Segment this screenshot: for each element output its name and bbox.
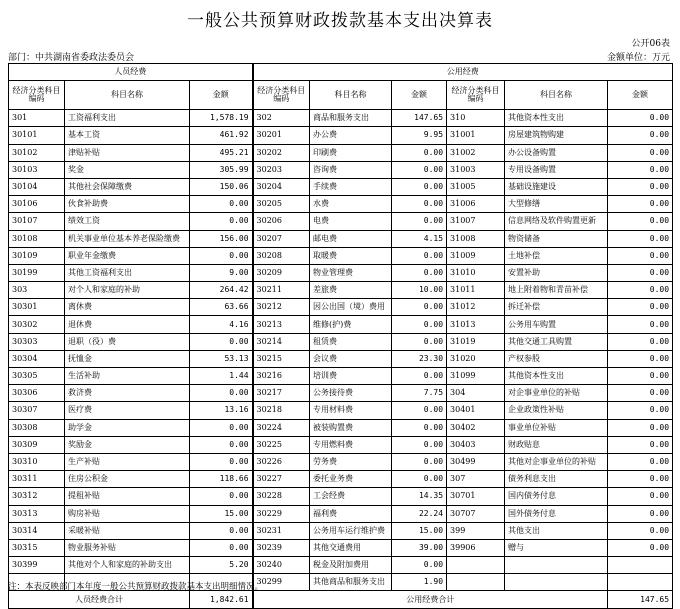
cell-code: 304 (447, 385, 505, 402)
table-row (9, 230, 673, 247)
cell-name: 手续费 (310, 178, 392, 195)
cell-name: 专用材料费 (310, 402, 392, 419)
table-row (9, 419, 673, 436)
cell-amount: 461.92 (190, 127, 253, 144)
department-label: 部门：中共湖南省委政法委员会 (8, 53, 135, 63)
cell-name: 取暖费 (310, 247, 392, 264)
cell-code: 31002 (447, 144, 505, 161)
cell-name: 提租补贴 (65, 488, 190, 505)
public-section-header: 公用经费 (253, 64, 673, 81)
cell-code: 30108 (9, 230, 65, 247)
cell-name: 基本工资 (65, 127, 190, 144)
cell-amount: 0.00 (608, 230, 673, 247)
cell-amount: 0.00 (608, 368, 673, 385)
cell-code: 30402 (447, 419, 505, 436)
cell-code (447, 574, 505, 591)
cell-amount: 0.00 (392, 436, 447, 453)
table-row (9, 453, 673, 470)
cell-code: 30209 (253, 264, 310, 281)
cell-amount: 147.65 (392, 110, 447, 127)
cell-name: 生活补助 (65, 368, 190, 385)
cell-name: 维修(护)费 (310, 316, 392, 333)
cell-code: 31003 (447, 161, 505, 178)
table-row (9, 505, 673, 522)
cell-code: 31012 (447, 299, 505, 316)
cell-amount: 150.06 (190, 178, 253, 195)
cell-name: 住房公积金 (65, 471, 190, 488)
cell-amount: 0.00 (608, 402, 673, 419)
cell-code: 39906 (447, 539, 505, 556)
cell-code: 31001 (447, 127, 505, 144)
cell-amount: 0.00 (190, 522, 253, 539)
table-row (9, 213, 673, 230)
public-total-value: 147.65 (608, 591, 673, 608)
cell-name: 委托业务费 (310, 471, 392, 488)
cell-name: 其他对企事业单位的补贴 (505, 453, 608, 470)
cell-name: 机关事业单位基本养老保险缴费 (65, 230, 190, 247)
cell-code: 30208 (253, 247, 310, 264)
cell-amount: 0.00 (190, 196, 253, 213)
cell-code: 30315 (9, 539, 65, 556)
cell-amount: 0.00 (392, 144, 447, 161)
expenditure-table (8, 63, 673, 609)
cell-amount: 0.00 (392, 368, 447, 385)
table-row (9, 161, 673, 178)
cell-amount: 63.66 (190, 299, 253, 316)
cell-amount: 9.00 (190, 264, 253, 281)
cell-name: 事业单位补贴 (505, 419, 608, 436)
cell-code: 30305 (9, 368, 65, 385)
cell-amount: 53.13 (190, 350, 253, 367)
cell-name: 离休费 (65, 299, 190, 316)
table-row (9, 316, 673, 333)
cell-code: 30206 (253, 213, 310, 230)
cell-amount: 305.99 (190, 161, 253, 178)
cell-amount: 0.00 (608, 127, 673, 144)
cell-code: 31010 (447, 264, 505, 281)
cell-name: 公务用车运行维护费 (310, 522, 392, 539)
cell-amount (608, 557, 673, 574)
cell-amount: 0.00 (608, 264, 673, 281)
table-row (9, 333, 673, 350)
cell-name: 对企事业单位的补贴 (505, 385, 608, 402)
cell-amount: 0.00 (608, 471, 673, 488)
cell-name: 公务用车购置 (505, 316, 608, 333)
cell-amount: 0.00 (608, 453, 673, 470)
cell-code: 31099 (447, 368, 505, 385)
cell-code: 31005 (447, 178, 505, 195)
cell-code: 30310 (9, 453, 65, 470)
cell-code: 30203 (253, 161, 310, 178)
cell-name: 工会经费 (310, 488, 392, 505)
cell-code: 30211 (253, 282, 310, 299)
cell-amount: 0.00 (190, 436, 253, 453)
cell-name (505, 574, 608, 591)
cell-code: 30212 (253, 299, 310, 316)
cell-code: 30217 (253, 385, 310, 402)
cell-code: 30240 (253, 557, 310, 574)
cell-amount: 0.00 (392, 196, 447, 213)
col-header-name: 科目名称 (310, 81, 392, 110)
cell-amount: 15.00 (392, 522, 447, 539)
cell-amount: 14.35 (392, 488, 447, 505)
cell-code: 30101 (9, 127, 65, 144)
cell-code: 30309 (9, 436, 65, 453)
cell-amount: 0.00 (190, 419, 253, 436)
form-number: 公开06表 (631, 39, 670, 49)
cell-name: 信息网络及软件购置更新 (505, 213, 608, 230)
cell-name: 奖金 (65, 161, 190, 178)
cell-name: 物业管理费 (310, 264, 392, 281)
cell-name: 国外债务付息 (505, 505, 608, 522)
cell-code: 30299 (253, 574, 310, 591)
cell-name: 绩效工资 (65, 213, 190, 230)
cell-code: 30228 (253, 488, 310, 505)
cell-code: 30227 (253, 471, 310, 488)
cell-code: 30199 (9, 264, 65, 281)
cell-amount: 0.00 (608, 522, 673, 539)
cell-name: 电费 (310, 213, 392, 230)
cell-amount: 156.00 (190, 230, 253, 247)
cell-name: 其他资本性支出 (505, 368, 608, 385)
cell-name: 财政贴息 (505, 436, 608, 453)
cell-code: 30225 (253, 436, 310, 453)
cell-code: 31013 (447, 316, 505, 333)
cell-amount: 0.00 (392, 161, 447, 178)
cell-amount: 10.00 (392, 282, 447, 299)
cell-amount: 0.00 (608, 350, 673, 367)
cell-amount: 495.21 (190, 144, 253, 161)
cell-code: 30201 (253, 127, 310, 144)
cell-amount: 13.16 (190, 402, 253, 419)
table-row (9, 127, 673, 144)
cell-amount: 1.90 (392, 574, 447, 591)
table-row (9, 385, 673, 402)
table-row (9, 402, 673, 419)
cell-name (505, 557, 608, 574)
cell-name: 物业服务补贴 (65, 539, 190, 556)
cell-amount: 0.00 (608, 488, 673, 505)
cell-name: 办公费 (310, 127, 392, 144)
cell-code: 30307 (9, 402, 65, 419)
cell-code: 30304 (9, 350, 65, 367)
table-row (9, 368, 673, 385)
cell-name: 房屋建筑物购建 (505, 127, 608, 144)
cell-code: 31019 (447, 333, 505, 350)
cell-amount: 0.00 (392, 264, 447, 281)
cell-name: 其他工资福利支出 (65, 264, 190, 281)
table-row (9, 144, 673, 161)
cell-code: 30213 (253, 316, 310, 333)
cell-name: 其他社会保障缴费 (65, 178, 190, 195)
cell-code: 310 (447, 110, 505, 127)
cell-amount: 5.20 (190, 557, 253, 574)
personnel-total-value: 1,842.61 (190, 591, 253, 608)
cell-code: 301 (9, 110, 65, 127)
cell-name: 其他商品和服务支出 (310, 574, 392, 591)
cell-name: 培训费 (310, 368, 392, 385)
cell-name: 物资储备 (505, 230, 608, 247)
cell-amount: 9.95 (392, 127, 447, 144)
cell-amount: 0.00 (392, 453, 447, 470)
cell-name: 医疗费 (65, 402, 190, 419)
table-row (9, 522, 673, 539)
cell-amount: 0.00 (392, 333, 447, 350)
col-header-code: 经济分类科目编码 (9, 81, 65, 110)
cell-name: 救济费 (65, 385, 190, 402)
cell-amount: 0.00 (608, 213, 673, 230)
cell-name: 退职（役）费 (65, 333, 190, 350)
cell-name: 邮电费 (310, 230, 392, 247)
cell-name: 购房补贴 (65, 505, 190, 522)
cell-name: 税金及附加费用 (310, 557, 392, 574)
cell-amount: 0.00 (608, 282, 673, 299)
cell-name: 劳务费 (310, 453, 392, 470)
cell-amount: 15.00 (190, 505, 253, 522)
cell-name: 其他交通工具购置 (505, 333, 608, 350)
cell-name: 奖励金 (65, 436, 190, 453)
cell-amount: 0.00 (190, 213, 253, 230)
table-row (9, 247, 673, 264)
cell-amount: 0.00 (608, 385, 673, 402)
table-row (9, 282, 673, 299)
cell-name: 国内债务付息 (505, 488, 608, 505)
col-header-name: 科目名称 (65, 81, 190, 110)
cell-code: 31008 (447, 230, 505, 247)
cell-code: 30399 (9, 557, 65, 574)
cell-code: 30401 (447, 402, 505, 419)
table-row (9, 488, 673, 505)
table-row (9, 299, 673, 316)
cell-code: 30104 (9, 178, 65, 195)
cell-code: 30403 (447, 436, 505, 453)
cell-amount: 0.00 (608, 196, 673, 213)
cell-amount: 0.00 (190, 453, 253, 470)
cell-code: 30103 (9, 161, 65, 178)
cell-code: 30306 (9, 385, 65, 402)
cell-name: 赠与 (505, 539, 608, 556)
cell-code: 30314 (9, 522, 65, 539)
cell-name: 会议费 (310, 350, 392, 367)
cell-code: 30229 (253, 505, 310, 522)
cell-name: 咨询费 (310, 161, 392, 178)
cell-code: 31011 (447, 282, 505, 299)
table-row (9, 436, 673, 453)
cell-code: 30301 (9, 299, 65, 316)
cell-amount: 0.00 (190, 539, 253, 556)
cell-code: 30499 (447, 453, 505, 470)
cell-name: 土地补偿 (505, 247, 608, 264)
cell-amount: 0.00 (190, 385, 253, 402)
cell-code: 30239 (253, 539, 310, 556)
cell-amount: 0.00 (392, 419, 447, 436)
cell-amount: 0.00 (392, 247, 447, 264)
cell-code: 30207 (253, 230, 310, 247)
cell-amount: 1,578.19 (190, 110, 253, 127)
cell-amount: 7.75 (392, 385, 447, 402)
table-row (9, 539, 673, 556)
cell-name: 专用燃料费 (310, 436, 392, 453)
cell-name: 退休费 (65, 316, 190, 333)
cell-code: 30205 (253, 196, 310, 213)
table-row (9, 557, 673, 574)
cell-name: 因公出国（境）费用 (310, 299, 392, 316)
table-row (9, 471, 673, 488)
cell-name: 企业政策性补贴 (505, 402, 608, 419)
cell-amount: 0.00 (190, 488, 253, 505)
table-row (9, 350, 673, 367)
cell-code: 30106 (9, 196, 65, 213)
cell-name: 差旅费 (310, 282, 392, 299)
cell-code: 30312 (9, 488, 65, 505)
cell-amount: 0.00 (608, 316, 673, 333)
cell-code: 399 (447, 522, 505, 539)
table-note: 注：本表反映部门本年度一般公共预算财政拨款基本支出明细情况。 (8, 582, 264, 592)
cell-amount: 0.00 (392, 299, 447, 316)
cell-amount: 0.00 (608, 419, 673, 436)
cell-name: 债务利息支出 (505, 471, 608, 488)
cell-amount: 0.00 (608, 178, 673, 195)
table-row (9, 110, 673, 127)
cell-code: 31006 (447, 196, 505, 213)
cell-name: 产权参股 (505, 350, 608, 367)
cell-amount: 0.00 (608, 333, 673, 350)
cell-code: 30102 (9, 144, 65, 161)
cell-code: 30701 (447, 488, 505, 505)
cell-amount: 264.42 (190, 282, 253, 299)
cell-name: 被装购置费 (310, 419, 392, 436)
cell-code: 30202 (253, 144, 310, 161)
cell-name: 伙食补助费 (65, 196, 190, 213)
cell-code: 30311 (9, 471, 65, 488)
column-header-row (9, 81, 673, 110)
cell-name: 地上附着物和青苗补偿 (505, 282, 608, 299)
cell-name: 其他对个人和家庭的补助支出 (65, 557, 190, 574)
cell-amount: 0.00 (392, 213, 447, 230)
cell-amount: 0.00 (608, 539, 673, 556)
cell-name: 专用设备购置 (505, 161, 608, 178)
cell-code: 30216 (253, 368, 310, 385)
cell-code: 302 (253, 110, 310, 127)
cell-amount: 0.00 (608, 436, 673, 453)
cell-name: 大型修缮 (505, 196, 608, 213)
cell-code: 31009 (447, 247, 505, 264)
cell-name: 水费 (310, 196, 392, 213)
cell-name: 对个人和家庭的补助 (65, 282, 190, 299)
cell-name: 采暖补贴 (65, 522, 190, 539)
cell-amount: 0.00 (392, 402, 447, 419)
cell-code: 30707 (447, 505, 505, 522)
col-header-code: 经济分类科目编码 (447, 81, 505, 110)
cell-code (447, 557, 505, 574)
table-row (9, 178, 673, 195)
amount-unit-label: 金额单位：万元 (606, 53, 670, 63)
cell-amount (608, 574, 673, 591)
cell-name: 公务接待费 (310, 385, 392, 402)
cell-amount: 39.00 (392, 539, 447, 556)
cell-name: 抚恤金 (65, 350, 190, 367)
col-header-amount: 金额 (392, 81, 447, 110)
public-total-label: 公用经费合计 (253, 591, 608, 608)
cell-amount: 0.00 (392, 557, 447, 574)
cell-amount: 22.24 (392, 505, 447, 522)
cell-amount: 0.00 (608, 144, 673, 161)
report-title: 一般公共预算财政拨款基本支出决算表 (187, 11, 493, 31)
cell-name: 津贴补贴 (65, 144, 190, 161)
col-header-amount: 金额 (608, 81, 673, 110)
cell-code: 30303 (9, 333, 65, 350)
cell-name: 职业年金缴费 (65, 247, 190, 264)
table-row (9, 264, 673, 281)
cell-code: 30226 (253, 453, 310, 470)
cell-code: 30215 (253, 350, 310, 367)
personnel-section-header: 人员经费 (9, 64, 253, 81)
col-header-amount: 金额 (190, 81, 253, 110)
cell-code: 30214 (253, 333, 310, 350)
cell-code: 303 (9, 282, 65, 299)
cell-amount: 0.00 (608, 505, 673, 522)
cell-code: 31020 (447, 350, 505, 367)
section-header-row (9, 64, 673, 81)
cell-amount: 0.00 (608, 110, 673, 127)
cell-name: 其他资本性支出 (505, 110, 608, 127)
personnel-total-label: 人员经费合计 (9, 591, 190, 608)
cell-code: 30109 (9, 247, 65, 264)
cell-code: 30218 (253, 402, 310, 419)
cell-amount: 4.16 (190, 316, 253, 333)
cell-name: 其他支出 (505, 522, 608, 539)
cell-name: 其他交通费用 (310, 539, 392, 556)
cell-amount: 118.66 (190, 471, 253, 488)
cell-amount: 0.00 (392, 316, 447, 333)
cell-amount: 1.44 (190, 368, 253, 385)
cell-code: 31007 (447, 213, 505, 230)
cell-code: 30231 (253, 522, 310, 539)
cell-name: 基础设施建设 (505, 178, 608, 195)
table-row (9, 196, 673, 213)
cell-name: 拆迁补偿 (505, 299, 608, 316)
cell-name: 印刷费 (310, 144, 392, 161)
cell-code: 30224 (253, 419, 310, 436)
cell-code: 307 (447, 471, 505, 488)
cell-name: 商品和服务支出 (310, 110, 392, 127)
cell-name: 租赁费 (310, 333, 392, 350)
cell-name: 工资福利支出 (65, 110, 190, 127)
cell-name: 助学金 (65, 419, 190, 436)
cell-name: 安置补助 (505, 264, 608, 281)
cell-code: 30302 (9, 316, 65, 333)
col-header-name: 科目名称 (505, 81, 608, 110)
cell-amount: 0.00 (392, 178, 447, 195)
cell-amount: 0.00 (608, 161, 673, 178)
cell-code: 30107 (9, 213, 65, 230)
cell-amount: 23.30 (392, 350, 447, 367)
cell-code: 30308 (9, 419, 65, 436)
cell-amount: 4.15 (392, 230, 447, 247)
cell-name: 福利费 (310, 505, 392, 522)
cell-code: 30313 (9, 505, 65, 522)
col-header-code: 经济分类科目编码 (253, 81, 310, 110)
cell-amount: 0.00 (190, 247, 253, 264)
cell-amount: 0.00 (608, 299, 673, 316)
cell-amount: 0.00 (190, 333, 253, 350)
cell-amount: 0.00 (392, 471, 447, 488)
cell-amount: 0.00 (608, 247, 673, 264)
cell-name: 生产补贴 (65, 453, 190, 470)
cell-name: 办公设备购置 (505, 144, 608, 161)
cell-code: 30204 (253, 178, 310, 195)
